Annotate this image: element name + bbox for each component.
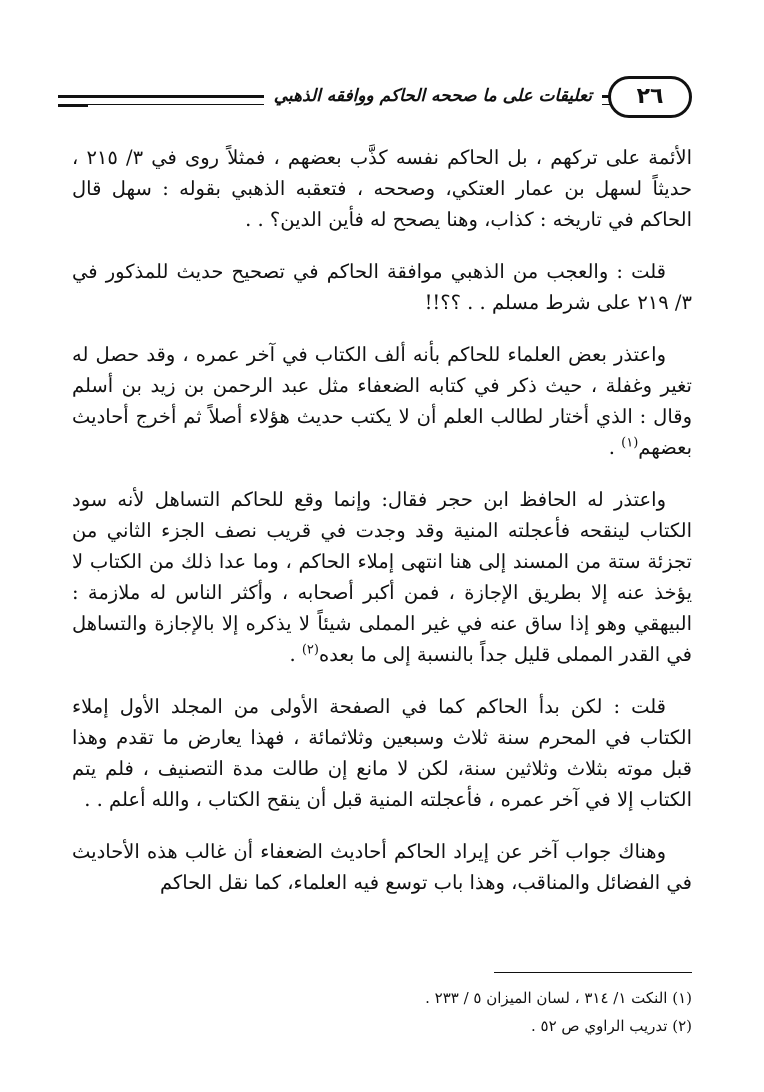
page-number: ٢٦ bbox=[608, 76, 692, 118]
paragraph-3-text: واعتذر بعض العلماء للحاكم بأنه ألف الكتاب في آخر عمره ، وقد حصل له تغير وغفلة ، حيث ذكر في كتابه الضعفاء مثل عبد الرحمن بن زيد بن أسلم وقال : الذي أختار لطالب العلم أن لا يكتب حديث هؤلاء أصلاً ثم أخرج أحاديث بعضهم bbox=[72, 343, 692, 459]
footnote-1: (١) النكت ١/ ٣١٤ ، لسان الميزان ٥ / ٢٣٣ . bbox=[425, 989, 692, 1007]
main-text bbox=[72, 142, 692, 919]
footnote-2: (٢) تدريب الراوي ص ٥٢ . bbox=[530, 1017, 692, 1035]
running-title: تعليقات على ما صححه الحاكم ووافقه الذهبي bbox=[264, 81, 602, 111]
footnote-ref-2[interactable]: (٢) bbox=[301, 642, 319, 658]
paragraph-3 bbox=[72, 339, 692, 463]
paragraph-1: الأئمة على تركهم ، بل الحاكم نفسه كذَّب بعضهم ، فمثلاً روى في ٣/ ٢١٥ ، حديثاً لسهل بن عمار العتكي، وصححه ، فتعقبه الذهبي بقوله : سهل قال الحاكم في تاريخه : كذاب، وهنا يصحح له فأين الدين؟ . . bbox=[72, 146, 692, 231]
paragraph-4 bbox=[72, 484, 692, 670]
paragraph-3-end: . bbox=[608, 436, 622, 459]
paragraph-6: وهناك جواب آخر عن إيراد الحاكم أحاديث الضعفاء أن غالب هذه الأحاديث في الفضائل والمناقب، وهذا باب توسع فيه العلماء، كما نقل الحاكم bbox=[72, 840, 692, 894]
footnote-separator bbox=[494, 972, 692, 973]
footnotes bbox=[72, 984, 692, 1040]
paragraph-5: قلت : لكن بدأ الحاكم كما في الصفحة الأولى من المجلد الأول إملاء الكتاب في المحرم سنة ثلاث وسبعين وثلاثمائة ، فهذا يعارض ما تقدم وهذا قبل موته بثلاث وثلاثين سنة، لكن لا مانع إن طالت مدة التصنيف ، فلم يتم الكتاب إلا في آخر عمره ، فأعجلته المنية قبل أن ينقح الكتاب ، والله أعلم . . bbox=[72, 695, 692, 811]
paragraph-4-text: واعتذر له الحافظ ابن حجر فقال: وإنما وقع للحاكم التساهل لأنه سود الكتاب لينقحه فأعجلته المنية وقد وجدت في قريب نصف الجزء الثاني من تجزئة ستة من المسند إلى هنا انتهى إملاء الحاكم ، وما عدا ذلك من الكتاب لا يؤخذ عنه إلا بطريق الإجازة ، فمن أكبر أصحابه ، وأكثر الناس له ملازمة : البيهقي وهو إذا ساق عنه في غير المملى شيئاً لا يذكره إلا بالإجازة والتساهل في القدر المملى قليل جداً بالنسبة إلى ما بعده bbox=[72, 488, 692, 666]
paragraph-2: قلت : والعجب من الذهبي موافقة الحاكم في تصحيح حديث للمذكور في ٣/ ٢١٩ على شرط مسلم . . ؟؟!! bbox=[72, 260, 692, 314]
page-header bbox=[60, 76, 692, 118]
paragraph-4-end: . bbox=[289, 643, 302, 666]
footnote-ref-1[interactable]: (١) bbox=[621, 435, 639, 451]
